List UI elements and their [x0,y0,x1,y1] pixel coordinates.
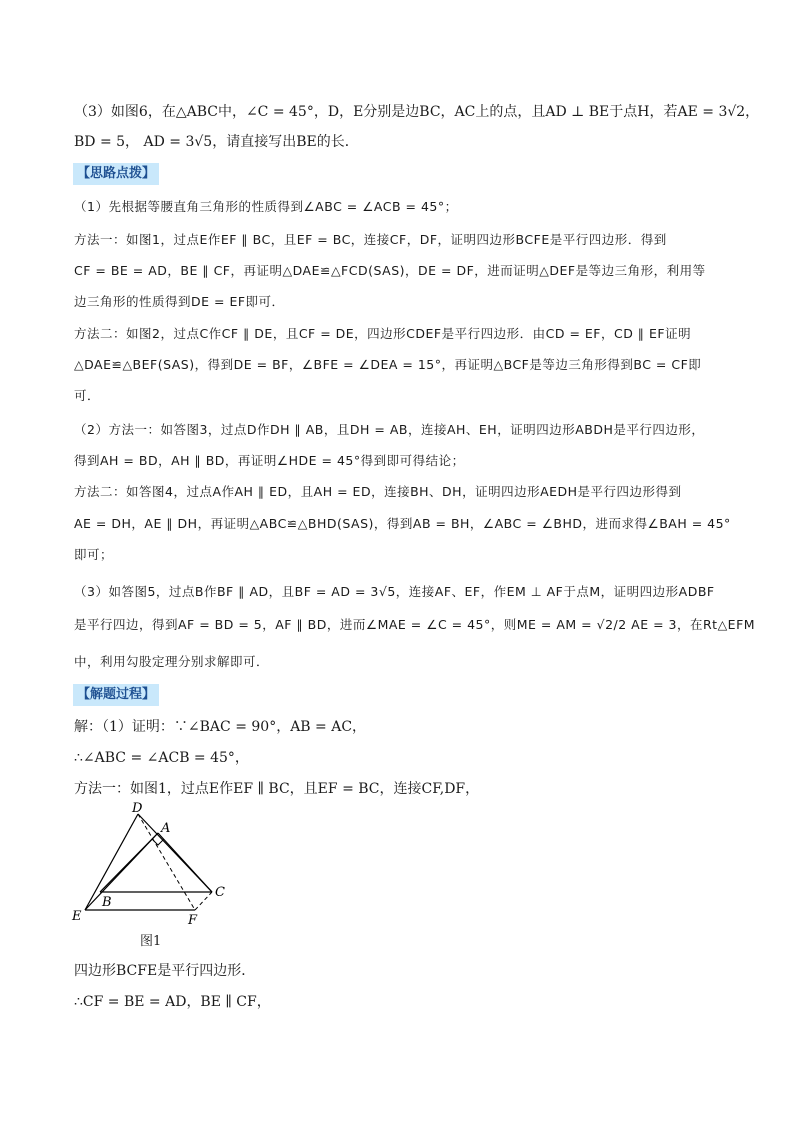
hint-line: AE = DH，AE ∥ DH，再证明△ABC≌△BHD(SAS)，得到AB = BH，∠ABC = ∠BHD，进而求得∠BAH = 45° [74,516,731,531]
hint-line: 是平行四边，得到AF = BD = 5，AF ∥ BD，进而∠MAE = ∠C = 45°，则ME = AM = √2/2 AE = 3，在Rt△EFM [74,617,756,632]
segment-CF [195,892,212,910]
hint-line: 中，利用勾股定理分别求解即可． [74,654,270,669]
hint-section-title: 【思路点拨】 [73,163,159,185]
label-F: F [188,913,198,928]
label-C: C [215,885,225,900]
figure-1-caption: 图1 [140,934,162,949]
hint-line: 方法二：如答图4，过点A作AH ∥ ED，且AH = ED，连接BH、DH，证明四边形AEDH是平行四边形得到 [74,484,682,499]
hint-line: 可． [74,388,101,403]
hint-line: △DAE≌△BEF(SAS)，得到DE = BF，∠BFE = ∠DEA = 15°，再证明△BCF是等边三角形得到BC = CF即 [74,357,702,372]
problem3-line2: BD = 5， AD = 3√5，请直接写出BE的长． [74,134,359,150]
hint-line: （3）如答图5，过点B作BF ∥ AD，且BF = AD = 3√5，连接AF、EF，作EM ⊥ AF于点M，证明四边形ADBF [74,584,715,599]
hint-line: 边三角形的性质得到DE = EF即可． [74,294,285,309]
hint-line: 即可； [74,547,114,562]
solution-line: ∴∠ABC = ∠ACB = 45°， [74,750,249,766]
segment-AC [158,833,212,892]
label-E: E [72,909,82,924]
problem3-line1: （3）如图6，在△ABC中，∠C = 45°，D，E分别是边BC，AC上的点，且AD ⊥ BE于点H，若AE = 3√2， [74,104,760,120]
label-B: B [102,895,112,910]
hint-line: （1）先根据等腰直角三角形的性质得到∠ABC = ∠ACB = 45°； [74,199,458,214]
solution-line: 四边形BCFE是平行四边形． [74,963,256,979]
solution-line: ∴CF = BE = AD，BE ∥ CF， [74,994,271,1010]
hint-line: 得到AH = BD，AH ∥ BD，再证明∠HDE = 45°得到即可得结论； [74,453,465,468]
label-D: D [132,801,143,816]
hint-line: 方法二：如图2，过点C作CF ∥ DE，且CF = DE，四边形CDEF是平行四边形．由CD = EF，CD ∥ EF证明 [74,326,692,341]
hint-line: 方法一：如图1，过点E作EF ∥ BC，且EF = BC，连接CF，DF，证明四边形BCFE是平行四边形．得到 [74,232,667,247]
solution-section-title: 【解题过程】 [73,684,159,706]
hint-line: （2）方法一：如答图3，过点D作DH ∥ AB，且DH = AB，连接AH、EH，证明四边形ABDH是平行四边形， [74,422,705,437]
figure-1-diagram [70,800,240,950]
solution-line: 解：（1）证明：∵∠BAC = 90°，AB = AC， [74,719,367,735]
segment-BA [100,833,158,892]
hint-line: CF = BE = AD，BE ∥ CF，再证明△DAE≌△FCD(SAS)，DE = DF，进而证明△DEF是等边三角形，利用等 [74,263,706,278]
solution-line: 方法一：如图1，过点E作EF ∥ BC，且EF = BC，连接CF,DF， [74,781,480,797]
label-A: A [161,821,171,836]
